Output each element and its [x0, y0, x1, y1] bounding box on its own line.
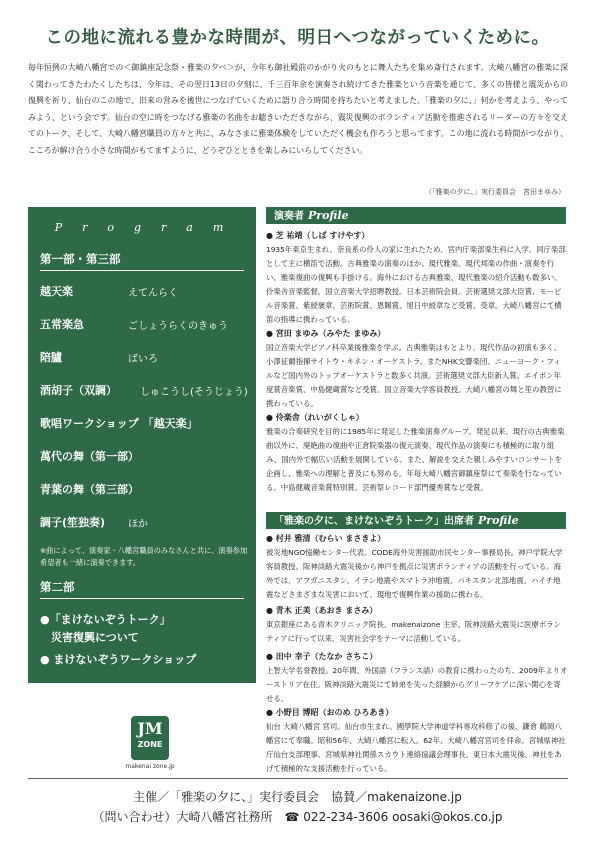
intro-text — [28, 60, 568, 160]
footer-divider — [28, 778, 568, 779]
program-item — [40, 514, 250, 532]
makenaizone-logo — [120, 716, 180, 770]
talker-bio: 東京銀座にある青木クリニック院長、makenaizone 主宰。阪神淡路大震災に医療ボランティアに行って以来、災害社会学をテーマに活動している。 — [266, 620, 561, 643]
program-item-title: 越天楽 — [40, 285, 73, 298]
contact-label: （問い合わせ）大崎八幡宮社務所 — [92, 810, 273, 824]
performer-profile — [266, 229, 568, 327]
logo-mark-icon: JM ZONE — [131, 716, 169, 760]
talker-name: ● 村井 雅清（むらい まさきよ） — [266, 534, 386, 543]
program-item — [40, 316, 250, 334]
talker-bio: 被災地NGO恊働センター代表。CODE海外災害援助市民センター事務局長。神戸学院大学客員教授。阪神淡路大震災後から神戸を拠点に災害ボランティアの活動を行っている。海外では、アフガニスタン、イラン地震やスマトラ沖地震、パキスタン北部地震、ハイチ地震などさまざまな災害において、現地で復興作業の援助に携わる。 — [266, 548, 563, 599]
performer-bio: 1935年東京生まれ。奈良系の伶人の家に生れたため、宮内庁楽部楽生科に入学。同庁楽部として主に横笛で活動。古典雅楽の演奏のほか、現代雅楽、現代邦楽の作曲・演奏を行い、雅楽復曲の復興も手掛ける。海外における古典雅楽、現代雅楽の紹介活動も数多い。伶楽舎音楽監督。国立音楽大学招聘教授。日本芸術院会員。芸術選奨文部大臣賞、モービル音楽賞、紫綬褒章、芸術院賞、恩賜賞、旭日中綬章など受賞、受章。大崎八幡宮にて横笛の指導に携わっている。 — [266, 245, 566, 324]
program-item — [40, 349, 250, 367]
divider — [40, 598, 244, 599]
footer-organizers: 主催／「雅楽の夕に、」実行委員会 協賛／makenaizone.jp — [133, 790, 462, 804]
program-item-title: 調子(笙独奏) — [40, 516, 106, 529]
program-item — [40, 382, 250, 400]
logo-text: makenai zone.jp — [125, 763, 175, 770]
performers-header: 演奏者 Profile — [266, 207, 566, 224]
talker-name: ● 青木 正美（あおき まさみ） — [266, 606, 378, 615]
program-item-reading: しゅこうし(そうじょう) — [140, 387, 248, 398]
performer-name: ● 芝 祐靖（しば すけやす） — [266, 231, 370, 240]
program-item — [40, 481, 250, 499]
intro-paragraph: 毎年恒例の大崎八幡宮での＜御鎮座記念祭・雅楽の夕べ＞が、今年も御社殿前のかがり火のもとに舞人たちを集め斎行されます。大崎八幡宮の雅楽に深く関わってきたわたくしたちは、今年は、その翌日13日の夕刻に、千三百年余を演奏され続けてきた雅楽という音楽を通じて、多くの皆様と震災からの復興を祈り、仙台のこの地で、旧来の営みを後世につなげていくために語り合う時間を持ちたいと考えました。「雅楽の夕に、」何かを考えよう、やってみよう、という会です。仙台の空に時をつなげる雅楽の名曲をお聴きいただきながら、震災復興のボランティア活動を推進されるリーダーの方々を交えてのトーク、そして、大崎八幡宮職員の方々と共に、みなさまに雅楽体験をしていただく機会も作ろうと思ってます。この地に流れる時間がつながり、こころが解け合う小さな時間がもてますように、どうぞひとときを楽しみにいらしてください。 — [28, 63, 568, 155]
program-item — [40, 283, 250, 301]
program-note: ※曲によって、演奏家・八幡宮職員のみなさんと共に、演奏参加希望者も一緒に演奏できます。 — [40, 546, 248, 567]
performer-bio: 雅楽の合奏研究を目的に1985年に発足した雅楽演奏グループ。発足以来、現行の古典雅楽曲以外に、廃絶曲の復曲や正倉院楽器の復元演奏、現代作品の演奏にも積極的に取り組み、国内外で幅広い活動を展開している。また、解説を交えた親しみやすいコンサートを企画し、雅楽への理解と普及にも努める。年毎大崎八幡宮御鎮座祭にて奏楽を行なっている。中島健蔵音楽賞特別賞、芸術祭レコード部門優秀賞など受賞。 — [266, 427, 565, 492]
performer-profile — [266, 411, 568, 495]
program-panel — [28, 207, 256, 683]
program-item-title: 歌唱ワークショップ 「越天楽」 — [40, 417, 198, 430]
talker-bio: 仙台 大崎八幡宮 宮司。仙台市生まれ。國學院大学神道学科専攻科修了の後、鎌倉 鶴岡八幡宮にて奉職。昭和56年、大崎八幡宮に転入。62年、大崎八幡宮宮司を拝命。宮城県神社庁仙台支部理事。宮城県神社関係スカウト連絡協議会理事長。東日本大震災後、神社をあげて積極的な支援活動を行っている。 — [266, 722, 566, 773]
talker-profile — [266, 706, 568, 776]
performer-profile — [266, 327, 568, 411]
program-item — [40, 448, 250, 466]
program-section1-heading: 第一部・第三部 — [40, 252, 121, 266]
program-item-title: 萬代の舞（第一部） — [40, 450, 139, 463]
phone-number: ☎ 022-234-3606 — [284, 810, 389, 824]
talker-profile — [266, 532, 568, 602]
program-item-reading: えてんらく — [128, 288, 178, 299]
program-item-title: 陪臚 — [40, 351, 62, 364]
intro-signature: （「雅楽の夕に、」実行委員会 宮田まゆみ） — [425, 188, 565, 196]
talker-profile — [266, 604, 568, 646]
talker-name: ● 田中 幸子（たなか さちこ） — [266, 652, 378, 661]
contact-email[interactable]: oosaki@okos.co.jp — [392, 810, 503, 824]
talker-name: ● 小野目 博昭（おのめ ひろあき） — [266, 708, 394, 717]
program-item-title: 酒胡子（双調） — [40, 384, 117, 397]
program-item-reading: ほか — [128, 519, 148, 530]
program-part2-item: ●「まけないぞうトーク」 — [40, 613, 171, 626]
performer-bio: 国立音楽大学ピアノ科卒業後雅楽を学ぶ。古典雅楽はもとより、現代作品の初演も多く、小澤征爾指揮サイトウ・キネン・オーケストラ、またNHK交響楽団、ニューヨーク・フィルなど国内外のトップオーケストラと数多く共演。芸術選奨文部大臣新人賞、エイボン年度賞音楽賞、中島健蔵賞など受賞。国立音楽大学客員教授。大崎八幡宮の舞と笙の教習に携わっている。 — [266, 343, 562, 408]
talkers-header: 「雅楽の夕に、まけないぞうトーク」出席者 Profile — [266, 512, 566, 529]
performer-name: ● 宮田 まゆみ（みやた まゆみ） — [266, 329, 386, 338]
headline: この地に流れる豊かな時間が、明日へつながっていくために。 — [45, 28, 550, 48]
program-item-title: 青葉の舞（第三部） — [40, 483, 139, 496]
program-title: Program — [54, 221, 244, 234]
program-item-title: 五常楽急 — [40, 318, 84, 331]
program-item-reading: ばいろ — [128, 354, 158, 365]
divider — [40, 270, 244, 271]
program-section2-heading: 第二部 — [40, 580, 75, 594]
talker-bio: 上智大学名誉教授。20年間、外国語（フランス語）の教育に携わったのち、2009年よりオーストリア在住。阪神淡路大震災にて姉弟を失った経験からグリーフケアに深い関心を寄せる。 — [266, 666, 568, 703]
program-part2-item: ● まけないぞうワークショップ — [40, 653, 197, 666]
footer-contact — [0, 808, 595, 825]
talker-profile — [266, 650, 568, 706]
program-item-reading: ごしょうらくのきゅう — [128, 321, 228, 332]
program-item — [40, 415, 250, 433]
performer-name: ● 伶楽舎（れいがくしゃ） — [266, 413, 364, 422]
program-part2-item: 災害復興について — [40, 631, 139, 644]
